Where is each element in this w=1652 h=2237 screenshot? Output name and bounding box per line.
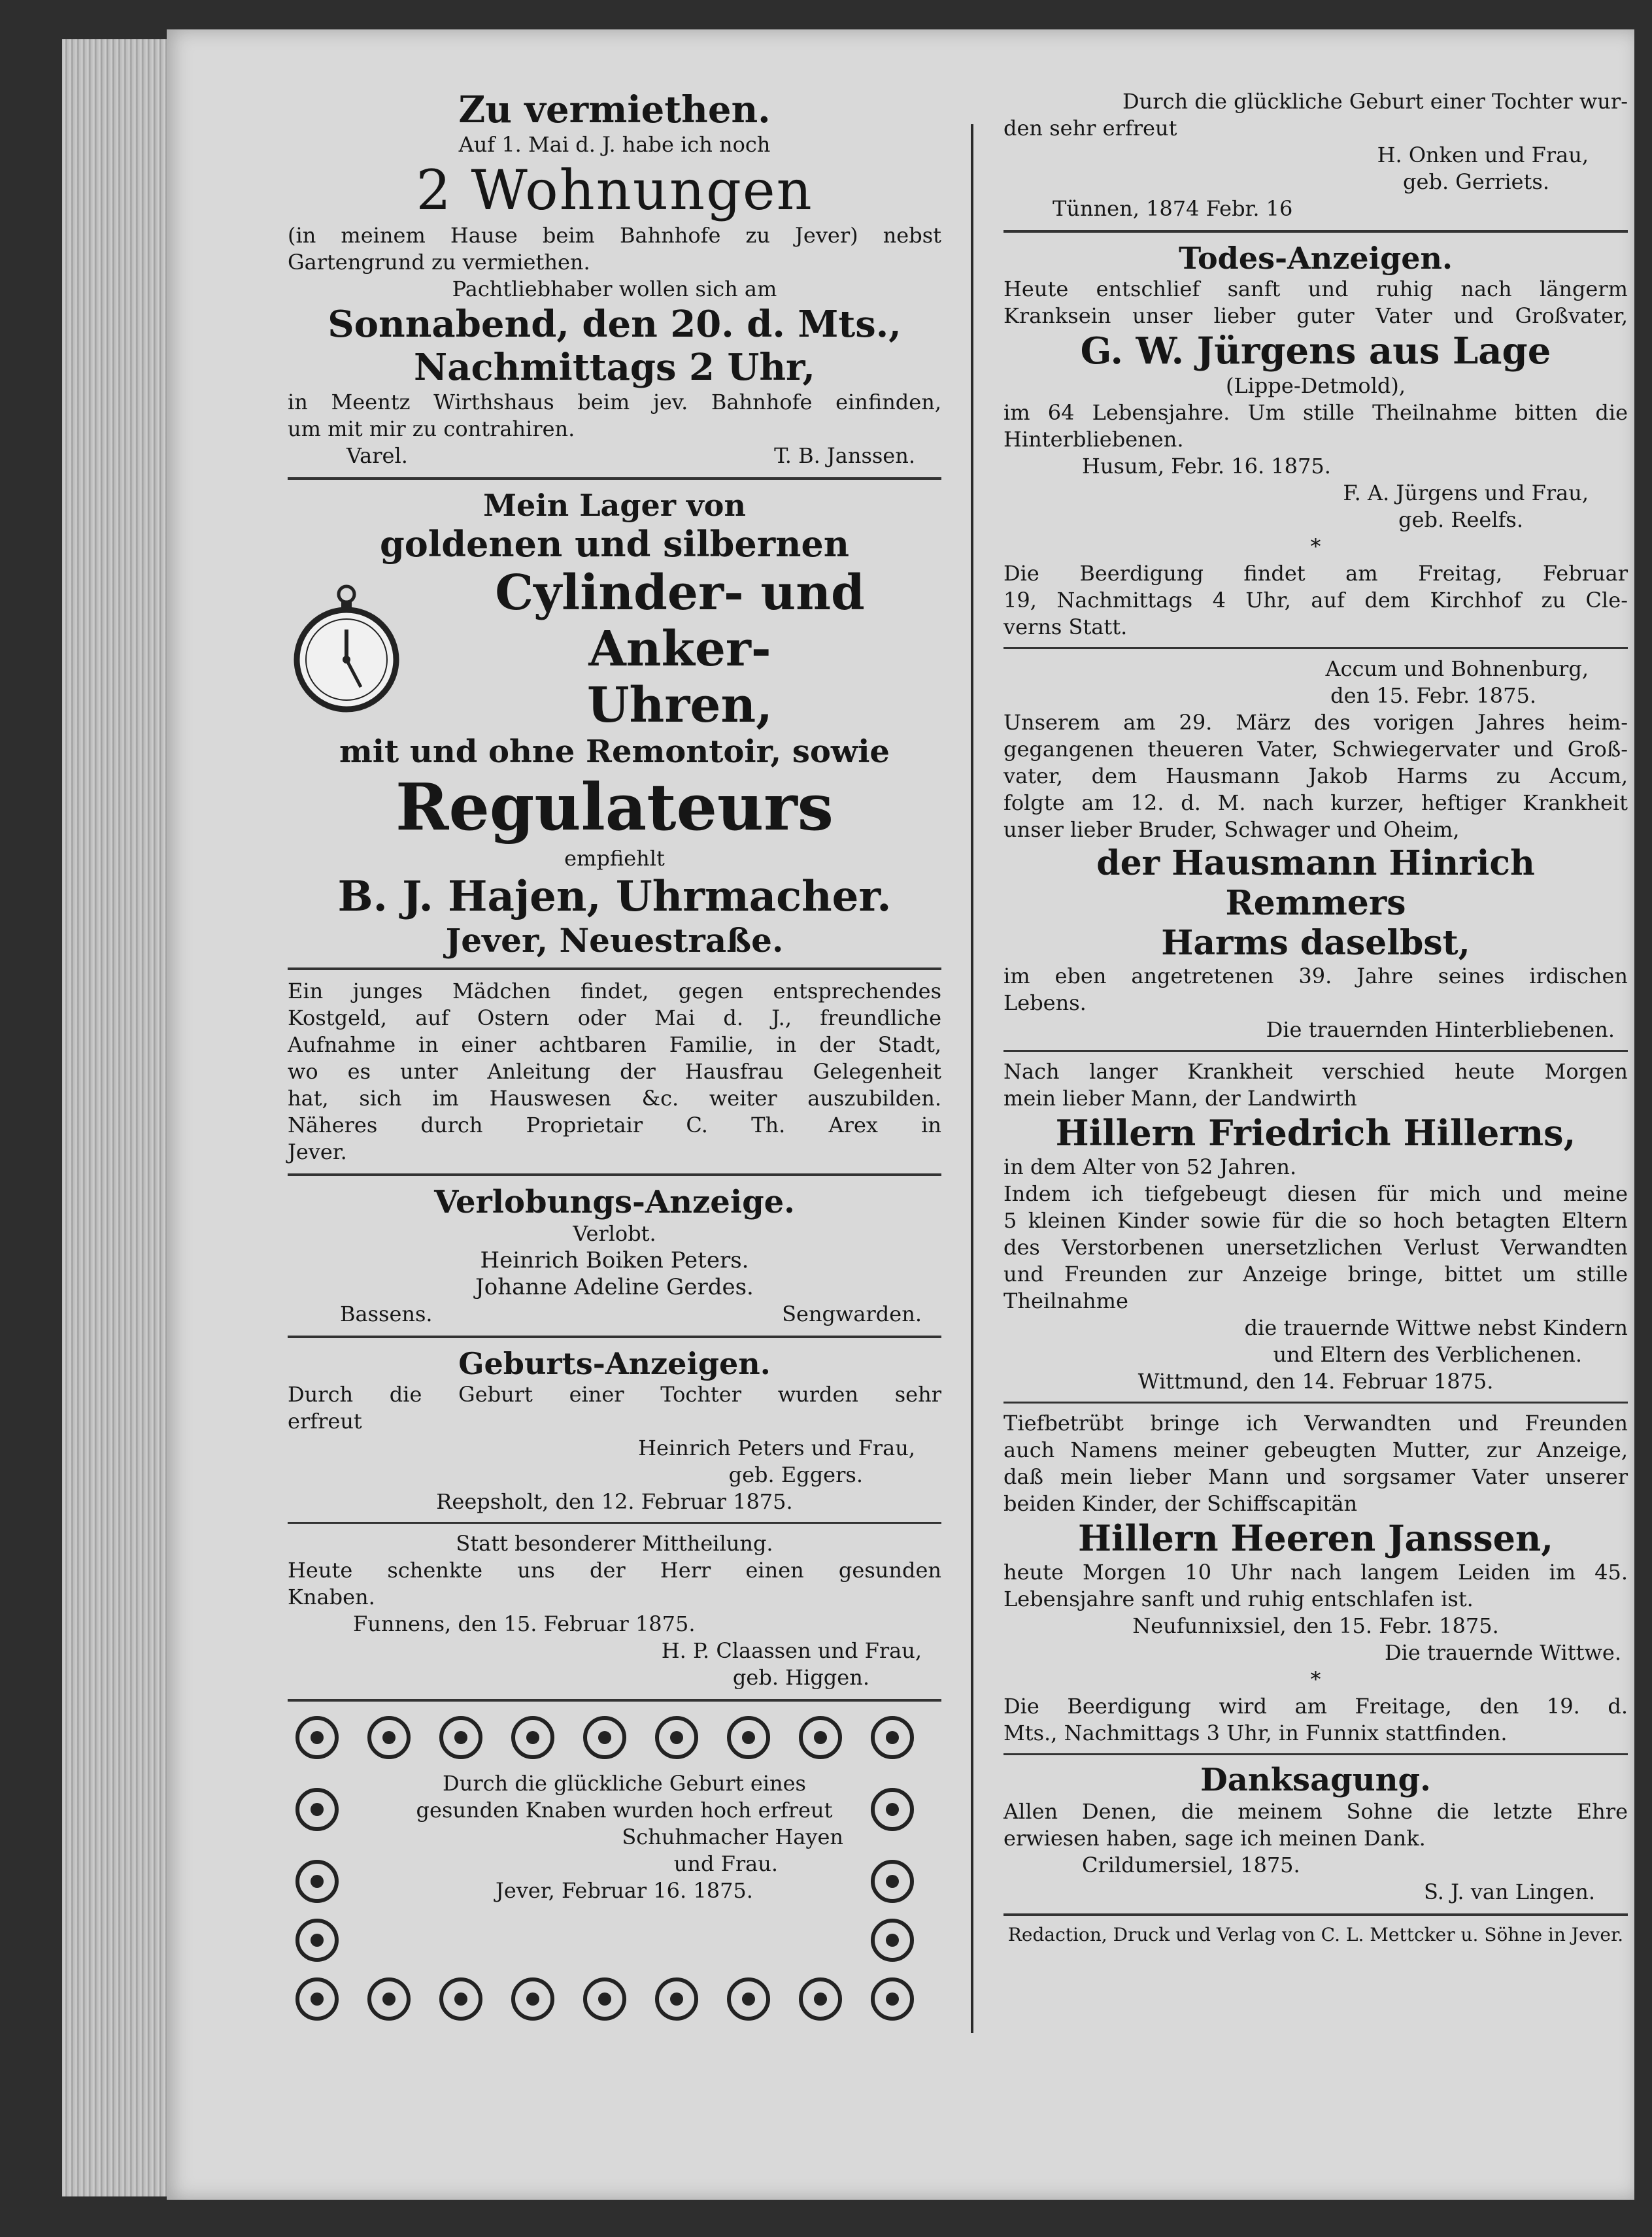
- birth2-heading: Statt besonderer Mittheilung.: [456, 1531, 773, 1556]
- death3-signature: die trauernde Wittwe nebst Kindern: [1244, 1315, 1628, 1340]
- engagement-sub: Verlobt.: [573, 1221, 656, 1246]
- watch-line: goldenen und silbernen: [379, 523, 850, 565]
- watch-line: Uhren,: [587, 677, 773, 733]
- ornate-birth-ad: [288, 1711, 941, 2019]
- ornate-line: Durch die glückliche Geburt eines: [443, 1771, 806, 1796]
- rent-line: in Meentz Wirthshaus beim jev. Bahnhofe einfinden,: [288, 390, 941, 414]
- rent-line: Gartengrund zu vermiethen.: [288, 250, 590, 275]
- birth-ad: [288, 1346, 941, 1515]
- watch-merchant: B. J. Hajen, Uhrmacher.: [337, 872, 892, 921]
- birth-date: Reepsholt, den 12. Februar 1875.: [436, 1489, 793, 1514]
- girl-line: wo es unter Anleitung der Hausfrau Gelegenheit: [288, 1059, 941, 1084]
- ornate-date: Jever, Februar 16. 1875.: [496, 1878, 753, 1903]
- column-divider: [971, 124, 973, 2033]
- birth-line: Durch die Geburt einer Tochter wurden sehr: [288, 1382, 941, 1407]
- divider: [1003, 1050, 1628, 1052]
- thanks-line: erwiesen haben, sage ich meinen Dank.: [1003, 1826, 1426, 1851]
- rent-signature-row: [288, 443, 941, 469]
- birth-line: erfreut: [288, 1409, 362, 1434]
- thanks-place: Crildumersiel, 1875.: [1082, 1853, 1300, 1877]
- ornate-signature: Schuhmacher Hayen: [622, 1825, 843, 1849]
- birth-signature: Heinrich Peters und Frau,: [638, 1436, 915, 1460]
- death4-name: Hillern Heeren Janssen,: [1077, 1517, 1554, 1559]
- girl-line: Kostgeld, auf Ostern oder Mai d. J., freundliche: [288, 1005, 941, 1030]
- pocket-watch-icon: [288, 582, 405, 716]
- watch-line: mit und ohne Remontoir, sowie: [339, 733, 890, 770]
- death1-line: im 64 Lebensjahre. Um stille Theilnahme bitten die: [1003, 400, 1628, 425]
- engagement-name: Heinrich Boiken Peters.: [480, 1247, 749, 1273]
- watch-line: Mein Lager von: [483, 488, 746, 523]
- ornate-signature: und Frau.: [673, 1851, 778, 1876]
- birth2-line: Heute schenkte uns der Herr einen gesunden: [288, 1558, 941, 1583]
- death4-signature: Die trauernde Wittwe.: [1384, 1640, 1621, 1665]
- death2-line: im eben angetretenen 39. Jahre seines irdischen: [1003, 964, 1628, 988]
- birth2-signature: geb. Higgen.: [732, 1665, 869, 1690]
- thanks-heading: Danksagung.: [1200, 1762, 1431, 1798]
- death2-name: Harms daselbst,: [1161, 923, 1470, 963]
- birth2-signature: H. P. Claassen und Frau,: [661, 1638, 922, 1663]
- death3-line: Theilnahme: [1003, 1288, 1128, 1313]
- thanks-signature: S. J. van Lingen.: [1423, 1879, 1595, 1904]
- death1-line: Hinterbliebenen.: [1003, 427, 1184, 452]
- rent-heading: Zu vermiethen.: [458, 88, 771, 131]
- girl-line: hat, sich im Hauswesen &c. weiter auszubilden.: [288, 1086, 941, 1111]
- death3-signature: und Eltern des Verblichenen.: [1273, 1342, 1582, 1367]
- rent-line: Auf 1. Mai d. J. habe ich noch: [458, 132, 771, 157]
- death-ad-2: [1003, 656, 1628, 1043]
- death-ad-3: [1003, 1058, 1628, 1395]
- rent-line: um mit mir zu contrahiren.: [288, 416, 575, 441]
- death-heading: Todes-Anzeigen.: [1179, 241, 1453, 276]
- death2-name: der Hausmann Hinrich Remmers: [1096, 843, 1535, 923]
- death2-signature: Die trauernden Hinterbliebenen.: [1266, 1017, 1615, 1042]
- girl-line: Aufnahme in einer achtbaren Familie, in der Stadt,: [288, 1032, 941, 1057]
- birth-heading: Geburts-Anzeigen.: [458, 1346, 771, 1381]
- watch-line: empfiehlt: [564, 846, 665, 871]
- death4-line: heute Morgen 10 Uhr nach langem Leiden im 45.: [1003, 1560, 1628, 1585]
- girl-line: Ein junges Mädchen findet, gegen entsprechendes: [288, 979, 941, 1003]
- publisher-footer: Redaction, Druck und Verlag von C. L. Mettcker u. Söhne in Jever.: [1007, 1924, 1624, 1945]
- death1-line: Die Beerdigung findet am Freitag, Februar: [1003, 561, 1628, 586]
- rent-time: Nachmittags 2 Uhr,: [414, 346, 815, 389]
- death1-place: Husum, Febr. 16. 1875.: [1082, 454, 1331, 479]
- death4-line: Lebensjahre sanft und ruhig entschlafen ist.: [1003, 1587, 1474, 1611]
- page-edges: [62, 39, 177, 2196]
- death4-line: Die Beerdigung wird am Freitage, den 19. d.: [1003, 1694, 1628, 1719]
- rent-title: 2 Wohnungen: [416, 158, 813, 222]
- birthR-signature: geb. Gerriets.: [1403, 169, 1549, 194]
- divider: [288, 1522, 941, 1524]
- death1-line: Heute entschlief sanft und ruhig nach längerm: [1003, 277, 1628, 301]
- engagement-places: [288, 1301, 941, 1328]
- death1-star: *: [1310, 534, 1321, 559]
- death3-name: Hillern Friedrich Hillerns,: [1055, 1112, 1576, 1154]
- engagement-name: Johanne Adeline Gerdes.: [475, 1274, 754, 1300]
- death2-line: Lebens.: [1003, 990, 1087, 1015]
- death2-place: Accum und Bohnenburg,: [1325, 656, 1589, 681]
- engagement-ad: [288, 1184, 941, 1328]
- death4-line: Tiefbetrübt bringe ich Verwandten und Freunden: [1003, 1411, 1628, 1436]
- divider: [288, 1173, 941, 1176]
- thanks-ad: [1003, 1762, 1628, 1906]
- death4-date: Neufunnixsiel, den 15. Febr. 1875.: [1132, 1613, 1499, 1638]
- ornate-text: [392, 1770, 856, 1904]
- birthR-date: Tünnen, 1874 Febr. 16: [1053, 196, 1293, 221]
- left-column: [288, 88, 941, 2019]
- death4-line: beiden Kinder, der Schiffscapitän: [1003, 1491, 1358, 1516]
- death1-signature: F. A. Jürgens und Frau,: [1343, 480, 1589, 505]
- death3-line: Nach langer Krankheit verschied heute Morgen: [1003, 1059, 1628, 1084]
- death2-line: Unserem am 29. März des vorigen Jahres heim-: [1003, 710, 1628, 735]
- death4-line: daß mein lieber Mann und sorgsamer Vater unserer: [1003, 1464, 1628, 1489]
- engagement-place: Sengwarden.: [782, 1302, 922, 1326]
- divider: [1003, 647, 1628, 649]
- watch-ad: [288, 488, 941, 960]
- girl-line: Näheres durch Proprietair C. Th. Arex in: [288, 1113, 941, 1137]
- rent-line: Pachtliebhaber wollen sich am: [452, 277, 777, 301]
- girl-line: Jever.: [288, 1139, 347, 1164]
- death3-line: mein lieber Mann, der Landwirth: [1003, 1086, 1357, 1111]
- death-ad-4: [1003, 1410, 1628, 1747]
- death2-place: den 15. Febr. 1875.: [1330, 683, 1536, 708]
- birth2-date: Funnens, den 15. Februar 1875.: [353, 1611, 696, 1636]
- death1-line: Kranksein unser lieber guter Vater und Großvater,: [1003, 303, 1628, 328]
- death2-line: gegangenen theueren Vater, Schwiegervater und Groß-: [1003, 737, 1628, 762]
- death3-line: des Verstorbenen unersetzlichen Verlust Verwandten: [1003, 1235, 1628, 1260]
- rent-ad: [288, 88, 941, 469]
- death3-line: 5 kleinen Kinder sowie für die so hoch betagten Eltern: [1003, 1208, 1628, 1233]
- rent-date: Sonnabend, den 20. d. Mts.,: [328, 303, 902, 346]
- watch-line: Cylinder- und Anker-: [495, 565, 865, 677]
- thanks-line: Allen Denen, die meinem Sohne die letzte Ehre: [1003, 1799, 1628, 1824]
- birth-ad-right: [1003, 88, 1628, 222]
- death3-date: Wittmund, den 14. Februar 1875.: [1138, 1369, 1494, 1394]
- engagement-place: Bassens.: [340, 1302, 433, 1326]
- divider: [288, 477, 941, 480]
- death2-line: vater, dem Hausmann Jakob Harms zu Accum,: [1003, 764, 1628, 788]
- death2-line: folgte am 12. d. M. nach kurzer, heftiger Krankheit: [1003, 790, 1628, 815]
- death3-line: und Freunden zur Anzeige bringe, bittet um stille: [1003, 1262, 1628, 1287]
- divider: [1003, 1913, 1628, 1916]
- birthR-line: den sehr erfreut: [1003, 116, 1177, 141]
- death4-star: *: [1310, 1667, 1321, 1692]
- death2-line: unser lieber Bruder, Schwager und Oheim,: [1003, 817, 1460, 842]
- death1-name: G. W. Jürgens aus Lage: [1080, 329, 1551, 373]
- death-ad-1: [1003, 241, 1628, 641]
- watch-line: Regulateurs: [396, 770, 834, 845]
- birth-ad-2: [288, 1530, 941, 1691]
- death1-line: (Lippe-Detmold),: [1225, 373, 1406, 398]
- divider: [1003, 1753, 1628, 1755]
- right-column: [1003, 88, 1628, 1945]
- divider: [288, 1699, 941, 1702]
- divider: [288, 967, 941, 970]
- death4-line: auch Namens meiner gebeugten Mutter, zur Anzeige,: [1003, 1438, 1628, 1462]
- girl-ad: [288, 978, 941, 1166]
- divider: [288, 1336, 941, 1338]
- birth2-line: Knaben.: [288, 1585, 375, 1609]
- ornate-line: gesunden Knaben wurden hoch erfreut: [416, 1798, 833, 1823]
- death3-line: in dem Alter von 52 Jahren.: [1003, 1154, 1297, 1179]
- death3-line: Indem ich tiefgebeugt diesen für mich und meine: [1003, 1181, 1628, 1206]
- divider: [1003, 230, 1628, 233]
- engagement-heading: Verlobungs-Anzeige.: [434, 1184, 795, 1220]
- birthR-line: Durch die glückliche Geburt einer Tochter wur-: [1122, 89, 1628, 114]
- rent-line: (in meinem Hause beim Bahnhofe zu Jever) nebst: [288, 223, 941, 248]
- birthR-signature: H. Onken und Frau,: [1377, 143, 1589, 167]
- rent-place: Varel.: [346, 443, 408, 468]
- divider: [1003, 1402, 1628, 1404]
- death1-signature: geb. Reelfs.: [1398, 507, 1523, 532]
- watch-block: [288, 565, 941, 733]
- rent-signature: T. B. Janssen.: [774, 443, 915, 468]
- death1-line: 19, Nachmittags 4 Uhr, auf dem Kirchhof zu Cle-: [1003, 588, 1628, 613]
- death4-line: Mts., Nachmittags 3 Uhr, in Funnix stattfinden.: [1003, 1721, 1508, 1745]
- birth-signature: geb. Eggers.: [728, 1462, 863, 1487]
- death1-line: verns Statt.: [1003, 614, 1128, 639]
- watch-address: Jever, Neuestraße.: [445, 921, 784, 960]
